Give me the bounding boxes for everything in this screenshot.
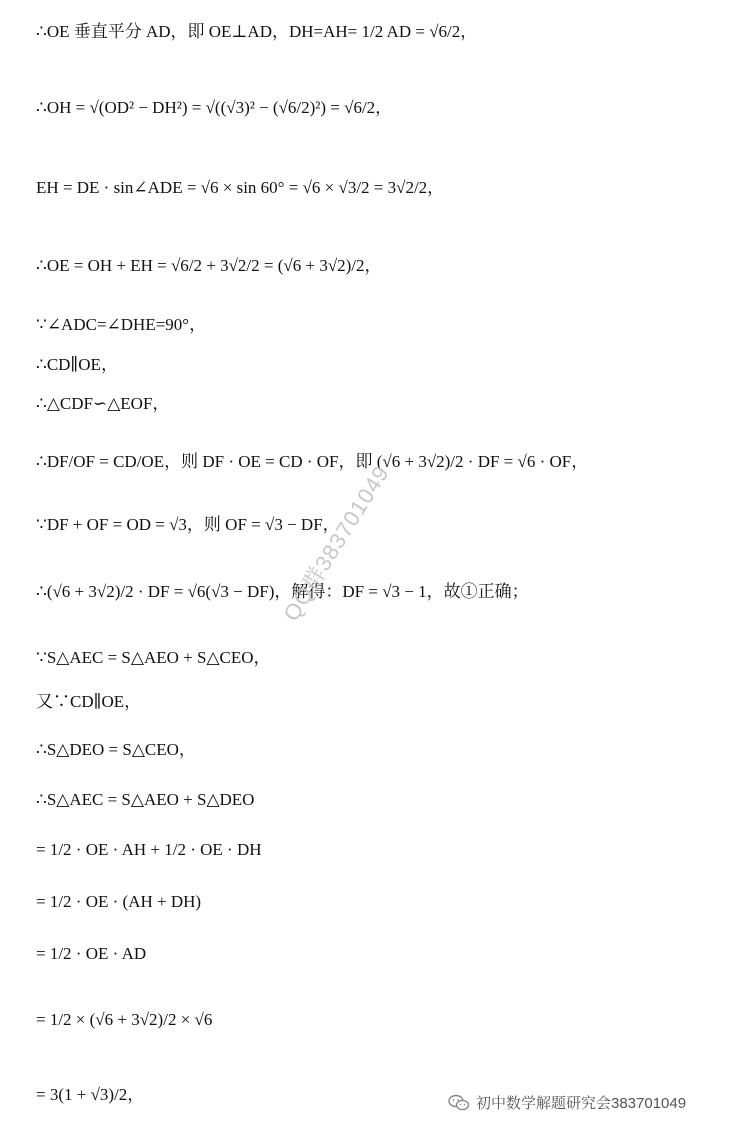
solution-line-4: ∴OE = OH + EH = √6/2 + 3√2/2 = (√6 + 3√2)/2， xyxy=(36,256,382,275)
solution-line-5: ∵∠ADC=∠DHE=90°， xyxy=(36,315,207,334)
solution-line-6: ∴CD∥OE， xyxy=(36,355,118,374)
solution-line-1: ∴OE 垂直平分 AD，即 OE⊥AD，DH=AH= 1/2 AD = √6/2， xyxy=(36,22,478,41)
solution-line-14: ∴S△AEC = S△AEO + S△DEO xyxy=(36,790,255,809)
solution-line-7: ∴△CDF∽△EOF， xyxy=(36,394,170,413)
solution-line-10: ∴(√6 + 3√2)/2 · DF = √6(√3 − DF)，解得：DF = √3 − 1，故①正确； xyxy=(36,582,529,601)
solution-line-9: ∵DF + OF = OD = √3，则 OF = √3 − DF， xyxy=(36,515,340,534)
solution-line-18: = 1/2 × (√6 + 3√2)/2 × √6 xyxy=(36,1010,213,1029)
solution-line-11: ∵S△AEC = S△AEO + S△CEO， xyxy=(36,648,271,667)
solution-line-16: = 1/2 · OE · (AH + DH) xyxy=(36,892,202,911)
solution-line-8: ∴DF/OF = CD/OE，则 DF · OE = CD · OF，即 (√6 + 3√2)/2 · DF = √6 · OF， xyxy=(36,452,589,471)
solution-line-17: = 1/2 · OE · AD xyxy=(36,944,147,963)
solution-line-2: ∴OH = √(OD² − DH²) = √((√3)² − (√6/2)²) = √6/2， xyxy=(36,98,393,117)
footer-brand xyxy=(448,1092,686,1113)
solution-line-15: = 1/2 · OE · AH + 1/2 · OE · DH xyxy=(36,840,262,859)
solution-line-13: ∴S△DEO = S△CEO， xyxy=(36,740,196,759)
solution-line-12: 又∵CD∥OE， xyxy=(36,692,142,711)
wechat-icon xyxy=(448,1094,470,1112)
solution-line-19: = 3(1 + √3)/2， xyxy=(36,1085,145,1104)
watermark-text: QQ群383701049 xyxy=(278,460,395,626)
solution-line-3: EH = DE · sin∠ADE = √6 × sin 60° = √6 × √3/2 = 3√2/2， xyxy=(36,178,445,197)
footer-text: 初中数学解题研究会383701049 xyxy=(476,1095,687,1112)
